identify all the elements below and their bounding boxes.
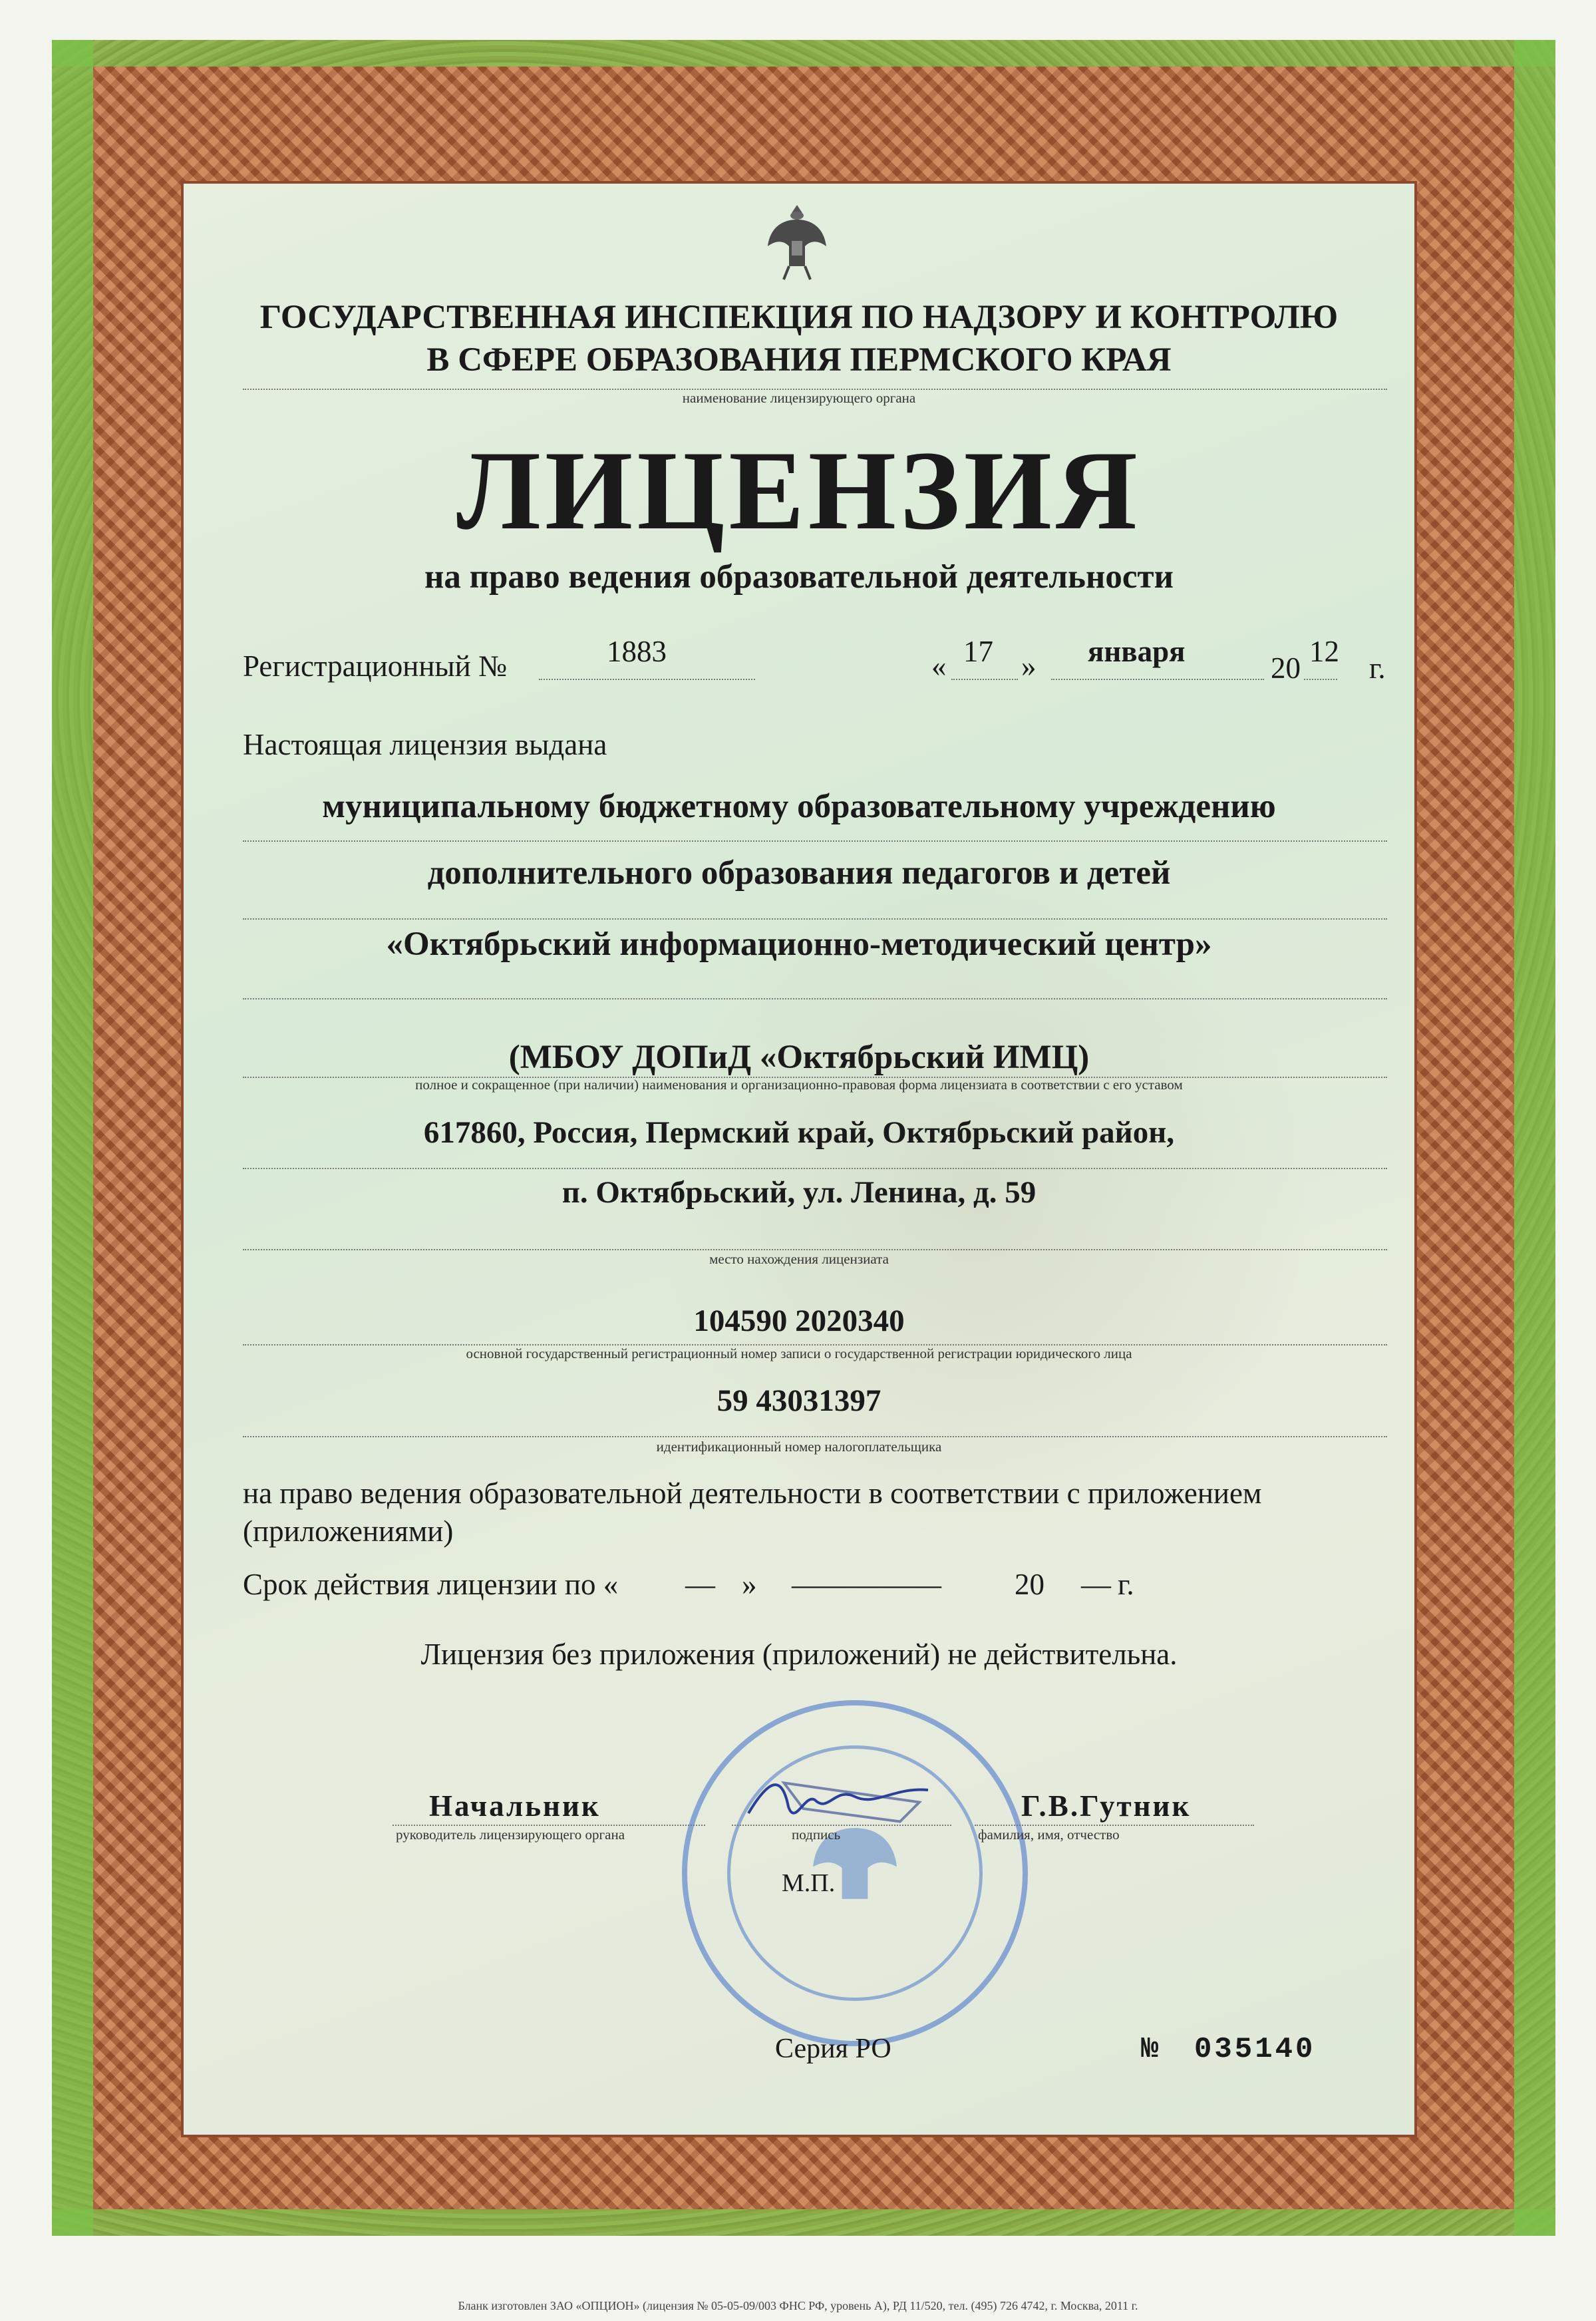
position-underline (393, 1825, 705, 1826)
licensee-line-1-underline (243, 840, 1387, 842)
official-seal (682, 1700, 1028, 2046)
address-caption: место нахождения лицензиата (709, 1251, 889, 1267)
position-caption: руководитель лицензирующего органа (396, 1827, 625, 1843)
signatory-name: Г.В.Гутник (1021, 1789, 1192, 1823)
coat-of-arms-icon (764, 200, 830, 286)
authority-caption: наименование лицензирующего органа (682, 390, 916, 406)
validity-day: — (685, 1568, 715, 1601)
authority-line-2: В СФЕРЕ ОБРАЗОВАНИЯ ПЕРМСКОГО КРАЯ (426, 341, 1172, 379)
ogrn-caption: основной государственный регистрационный номер записи о государственной регистрации юридического лица (466, 1345, 1132, 1361)
inn-caption: идентификационный номер налогоплательщика (656, 1439, 942, 1455)
validity-label: Срок действия лицензии по « (243, 1568, 619, 1601)
signatory-position: Начальник (429, 1789, 601, 1823)
licensee-line-3: «Октябрьский информационно-методический центр» (386, 926, 1212, 963)
series-label: Серия РО (775, 2034, 891, 2064)
date-quote-close: » (1021, 649, 1037, 683)
registration-month-line (1051, 679, 1264, 680)
address-line-1-underline (243, 1168, 1387, 1169)
registration-year-line (1304, 679, 1337, 680)
series-number-label: № (1141, 2033, 1159, 2066)
registration-year-suffix: 12 (1309, 635, 1339, 668)
licensee-line-2-underline (243, 918, 1387, 920)
document-subtitle: на право ведения образовательной деятельности (424, 558, 1174, 596)
licensee-line-1: муниципальному бюджетному образовательному учреждению (322, 788, 1276, 825)
registration-number-line (539, 679, 755, 680)
handwritten-signature (742, 1767, 941, 1840)
registration-month: января (1088, 635, 1186, 668)
validity-unit: г. (1118, 1568, 1134, 1601)
green-edge-left (52, 40, 93, 2236)
ogrn-value: 104590 2020340 (693, 1304, 905, 1338)
name-underline (975, 1825, 1254, 1826)
green-edge-top (52, 40, 1555, 67)
licensee-caption: полное и сокращенное (при наличии) наименования и организационно-правовая форма лицензиата в соответствии с его уставом (415, 1077, 1183, 1093)
registration-day-line (951, 679, 1018, 680)
validity-notice: Лицензия без приложения (приложений) не действительна. (420, 1638, 1178, 1671)
licensee-line-3-underline (243, 998, 1387, 999)
document-title: ЛИЦЕНЗИЯ (456, 428, 1142, 553)
name-caption: фамилия, имя, отчество (978, 1827, 1120, 1843)
green-edge-bottom (52, 2209, 1555, 2236)
series-number: 035140 (1194, 2033, 1316, 2066)
registration-day: 17 (963, 635, 993, 668)
validity-month: ————— (792, 1568, 941, 1601)
authority-line-1: ГОСУДАРСТВЕННАЯ ИНСПЕКЦИЯ ПО НАДЗОРУ И КОНТРОЛЮ (259, 299, 1339, 336)
print-footer: Бланк изготовлен ЗАО «ОПЦИОН» (лицензия № 05-05-09/003 ФНС РФ, уровень А), РД 11/520, тел. (495) 726 4742, г. Москва, 2011 г. (458, 2299, 1138, 2312)
right-text-line-1: на право ведения образовательной деятельности в соответствии с приложением (243, 1477, 1262, 1510)
signature-caption: подпись (792, 1827, 841, 1843)
issued-to-label: Настоящая лицензия выдана (243, 728, 607, 761)
registration-number: 1883 (607, 635, 667, 668)
seal-eagle-icon (687, 1705, 1023, 2041)
seal-label: М.П. (782, 1869, 836, 1897)
registration-label: Регистрационный № (243, 649, 507, 683)
registration-year-unit: г. (1369, 651, 1386, 685)
address-line-1: 617860, Россия, Пермский край, Октябрьский район, (423, 1115, 1175, 1150)
licensee-line-2: дополнительного образования педагогов и детей (427, 854, 1171, 892)
right-text-line-2: (приложениями) (243, 1515, 454, 1548)
validity-quote-close: » (742, 1568, 757, 1601)
registration-year-prefix: 20 (1271, 651, 1301, 685)
validity-year-prefix: 20 (1015, 1568, 1044, 1601)
validity-year: — (1081, 1568, 1111, 1601)
date-quote-open: « (931, 649, 947, 683)
address-line-2: п. Октябрьский, ул. Ленина, д. 59 (561, 1175, 1037, 1210)
licensee-short-name: (МБОУ ДОПиД «Октябрьский ИМЦ) (508, 1039, 1090, 1076)
green-edge-right (1514, 40, 1555, 2236)
inn-value: 59 43031397 (717, 1383, 881, 1418)
address-line-2-underline (243, 1249, 1387, 1250)
inn-underline (243, 1436, 1387, 1437)
